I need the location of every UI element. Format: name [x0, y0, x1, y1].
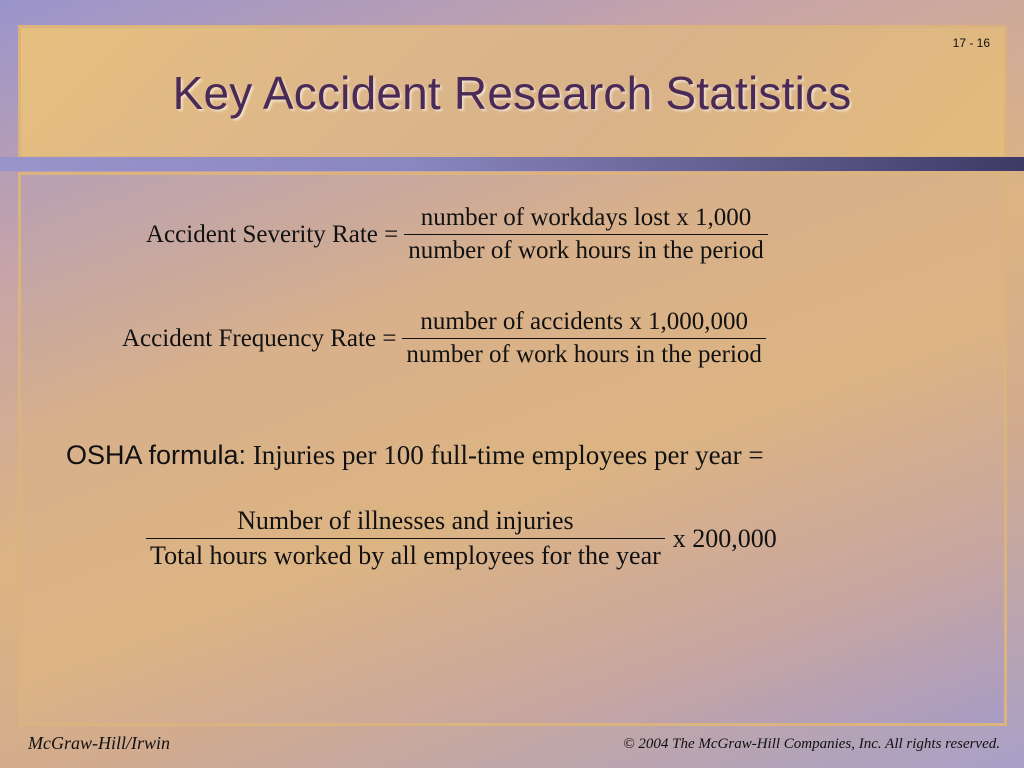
frequency-numerator: number of accidents x 1,000,000 [420, 308, 749, 335]
osha-label: OSHA formula: [66, 440, 247, 470]
osha-formula [146, 506, 777, 571]
severity-rate-formula [146, 204, 768, 265]
frequency-rate-label: Accident Frequency Rate = [122, 324, 397, 352]
osha-denominator: Total hours worked by all employees for the year [146, 538, 665, 571]
slide-number: 17 - 16 [952, 36, 990, 50]
osha-numerator: Number of illnesses and injuries [237, 506, 574, 535]
divider-bar [0, 157, 1024, 171]
osha-formula-heading [66, 440, 764, 471]
frequency-rate-formula [122, 308, 766, 369]
copyright-notice: © 2004 The McGraw-Hill Companies, Inc. All rights reserved. [623, 736, 1000, 752]
osha-multiplier: x 200,000 [672, 523, 777, 553]
slide-title: Key Accident Research Statistics [172, 67, 852, 119]
severity-rate-label: Accident Severity Rate = [146, 220, 399, 248]
osha-fraction [146, 506, 665, 571]
severity-numerator: number of workdays lost x 1,000 [420, 204, 752, 231]
severity-denominator: number of work hours in the period [404, 234, 767, 265]
publisher-label: McGraw-Hill/Irwin [28, 733, 170, 753]
osha-description: Injuries per 100 full-time employees per year = [246, 440, 764, 470]
frequency-rate-fraction [402, 308, 765, 369]
frequency-denominator: number of work hours in the period [402, 338, 765, 369]
severity-rate-fraction [404, 204, 767, 265]
